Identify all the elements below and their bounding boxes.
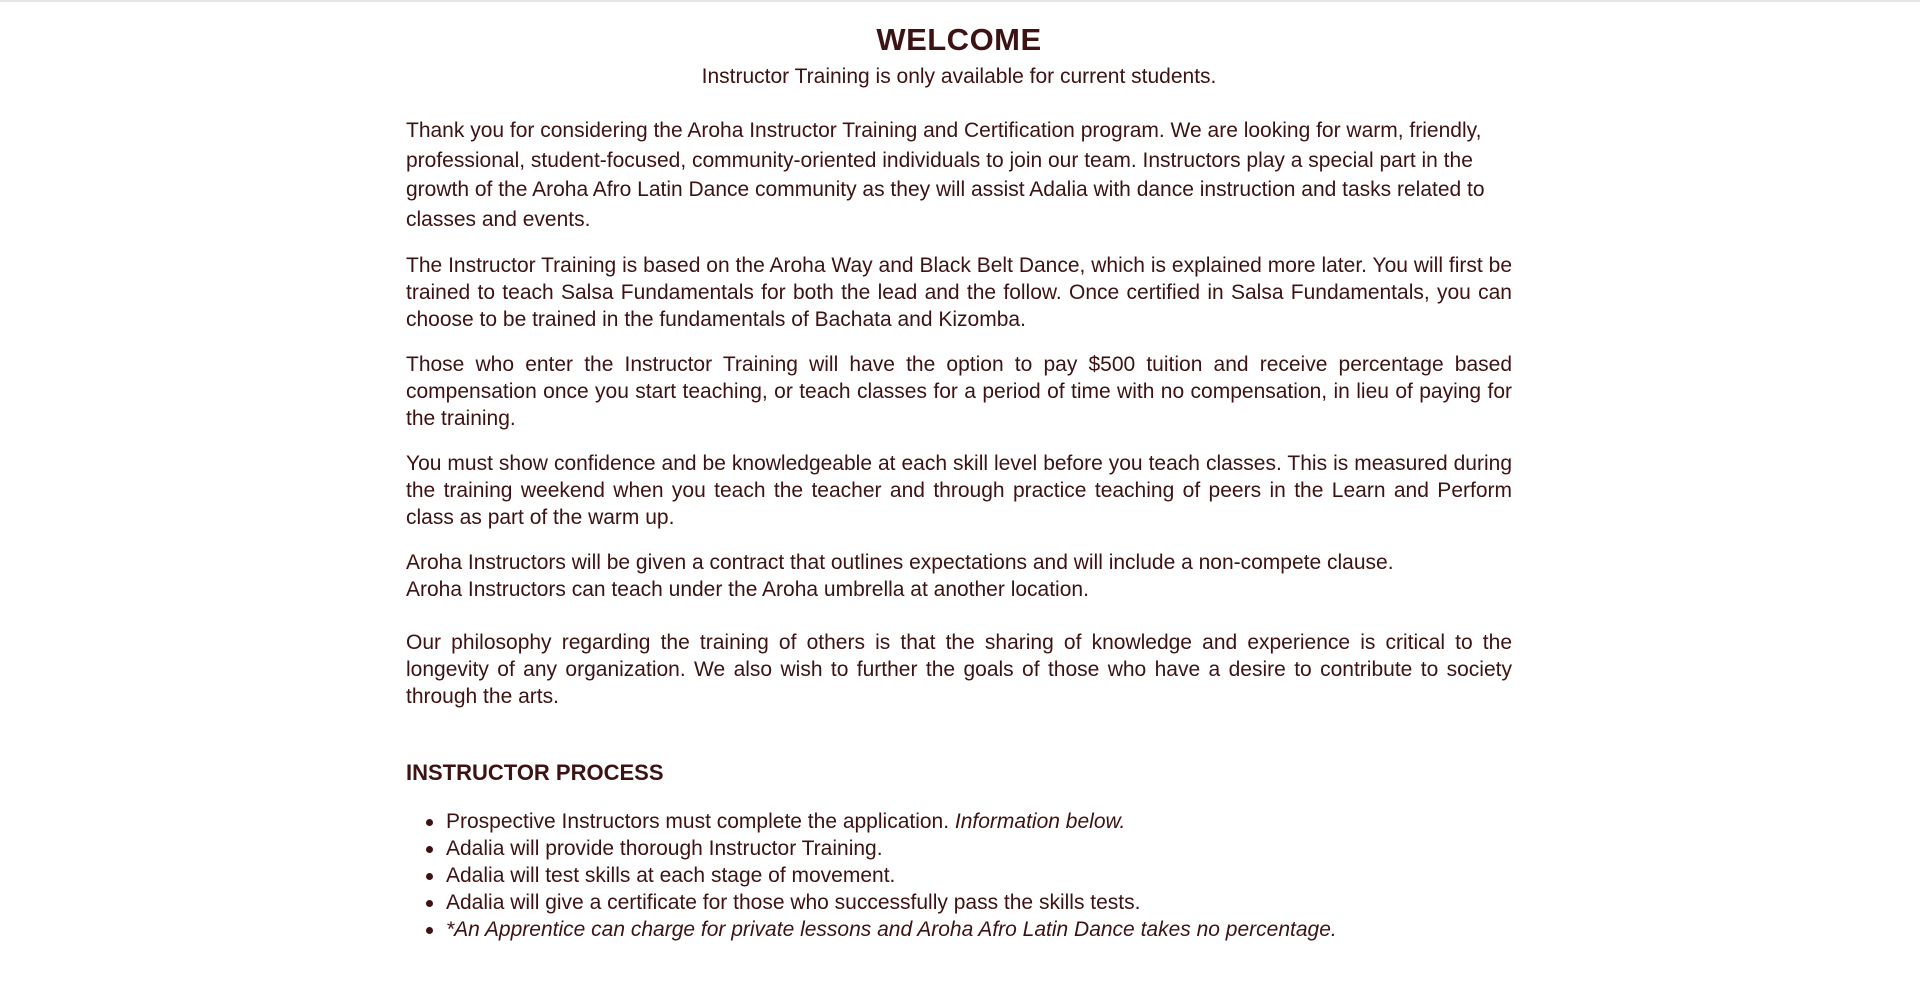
list-item-text: Adalia will test skills at each stage of movement. [446, 864, 896, 887]
bullet-icon [426, 900, 433, 907]
list-item-text: Prospective Instructors must complete the application. [446, 810, 955, 833]
list-item [426, 916, 1512, 943]
process-heading: INSTRUCTOR PROCESS [406, 760, 664, 785]
training-basis-paragraph: The Instructor Training is based on the Aroha Way and Black Belt Dance, which is explained more later. You will first be trained to teach Salsa Fundamentals for both the lead and the follow. Once certified in Salsa Fundamentals, you can choose to be trained in the fundamentals of Bachata and Kizomba. [406, 254, 1512, 331]
list-item-italic-note: Information below. [954, 810, 1126, 833]
list-item-italic-text: *An Apprentice can charge for private lessons and Aroha Afro Latin Dance takes no percentage. [446, 918, 1337, 941]
process-list [406, 808, 1512, 943]
bullet-icon [426, 819, 433, 826]
list-item [426, 808, 1512, 835]
contract-paragraph [406, 549, 1512, 603]
list-item [426, 889, 1512, 916]
list-item-text: Adalia will provide thorough Instructor Training. [446, 837, 883, 860]
philosophy-paragraph: Our philosophy regarding the training of others is that the sharing of knowledge and experience is critical to the longevity of any organization. We also wish to further the goals of those who have a desire to contribute to society through the arts. [406, 631, 1512, 708]
bullet-icon [426, 846, 433, 853]
intro-paragraph: Thank you for considering the Aroha Instructor Training and Certification program. We are looking for warm, friendly, professional, student-focused, community-oriented individuals to join our team. Instructors play a special part in the growth of the Aroha Afro Latin Dance community as they will assist Adalia with dance instruction and tasks related to classes and events. [406, 119, 1485, 231]
top-divider [0, 0, 1920, 2]
list-item [426, 835, 1512, 862]
page-subtitle: Instructor Training is only available for current students. [701, 65, 1217, 88]
list-item [426, 862, 1512, 889]
bullet-icon [426, 873, 433, 880]
tuition-paragraph: Those who enter the Instructor Training will have the option to pay $500 tuition and receive percentage based compensation once you start teaching, or teach classes for a period of time with no compensation, in lieu of paying for the training. [406, 353, 1512, 430]
main-content [406, 18, 1512, 943]
bullet-icon [426, 927, 433, 934]
confidence-paragraph: You must show confidence and be knowledgeable at each skill level before you teach classes. This is measured during the training weekend when you teach the teacher and through practice teaching of peers in the Learn and Perform class as part of the warm up. [406, 452, 1512, 529]
contract-line: Aroha Instructors will be given a contract that outlines expectations and will include a non-compete clause. [406, 551, 1394, 574]
list-item-text: Adalia will give a certificate for those who successfully pass the skills tests. [446, 891, 1141, 914]
page-title: WELCOME [876, 22, 1042, 57]
umbrella-line: Aroha Instructors can teach under the Aroha umbrella at another location. [406, 578, 1089, 601]
